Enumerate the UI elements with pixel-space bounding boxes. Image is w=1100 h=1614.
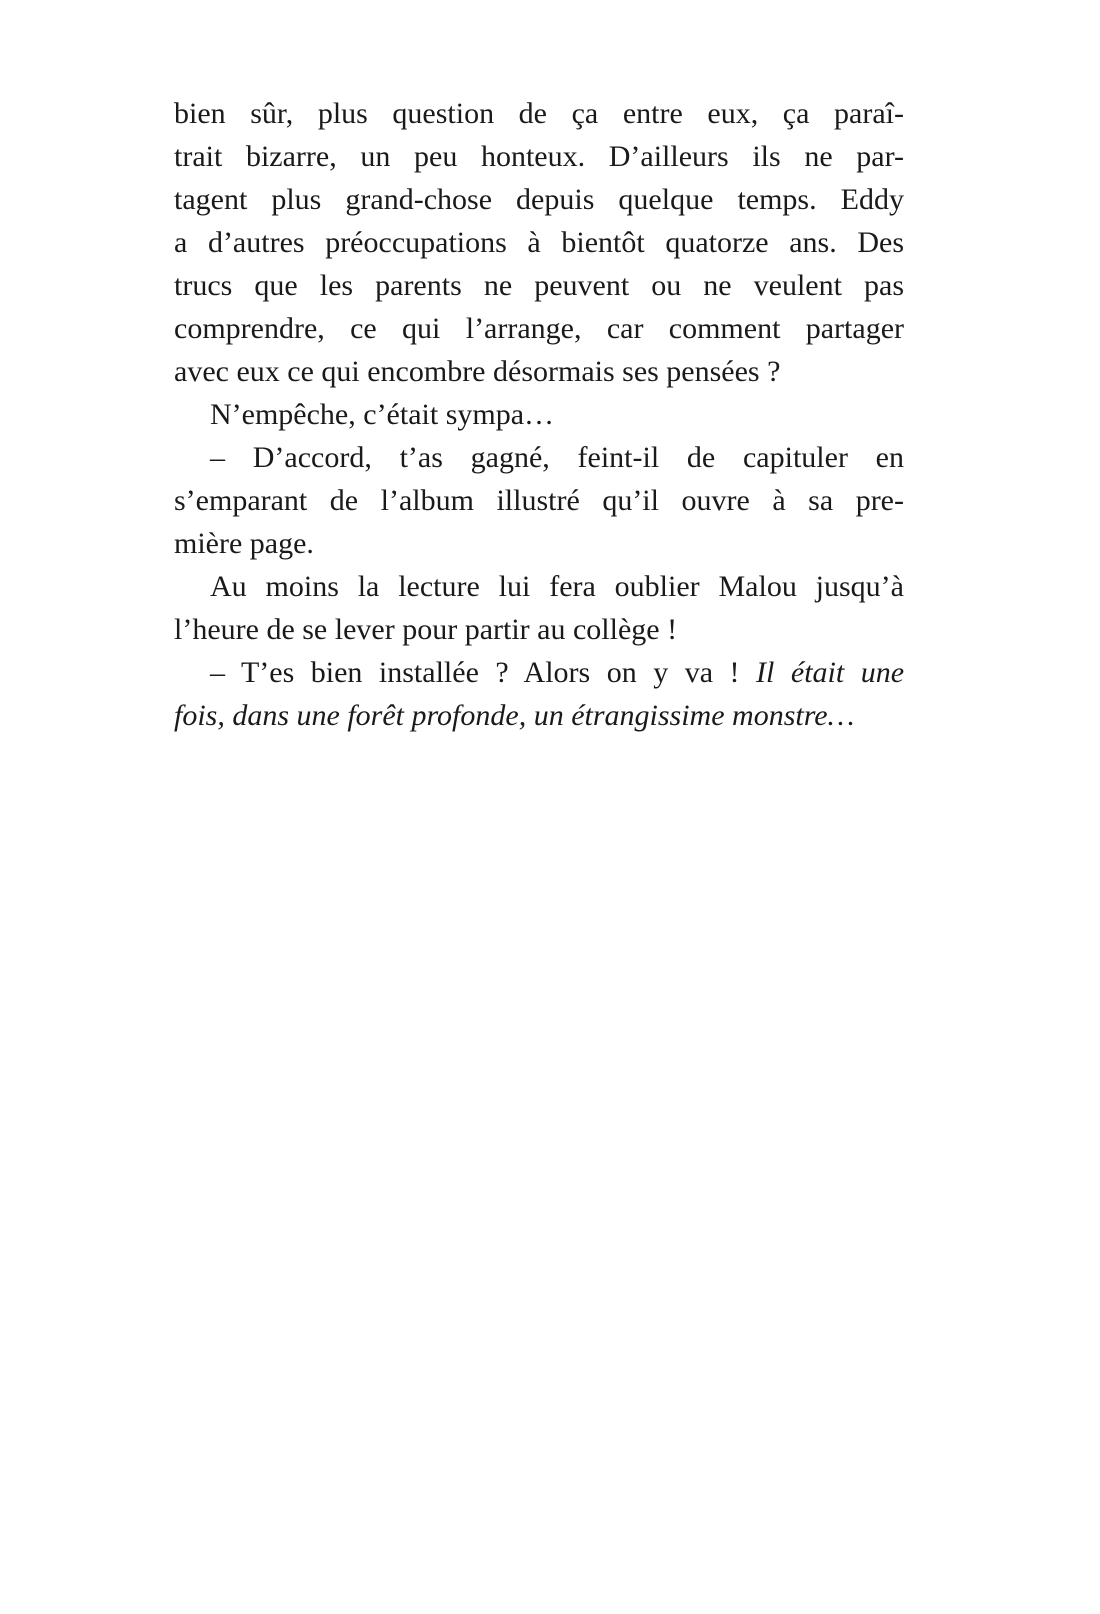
body-text xyxy=(174,92,904,737)
story-opening-line: fois, dans une forêt profonde, un étrangissime monstre… xyxy=(174,699,855,732)
text-line: a d’autres préoccupations à bientôt quatorze ans. Des xyxy=(174,226,904,259)
text-line: trucs que les parents ne peuvent ou ne veulent pas xyxy=(174,269,904,302)
text-line: Au moins la lecture lui fera oublier Malou jusqu’à xyxy=(210,570,904,603)
text-line: l’heure de se lever pour partir au collège ! xyxy=(174,613,678,646)
story-opening-text: Il était une xyxy=(756,656,905,689)
dialogue-text: – T’es bien installée ? Alors on y va ! xyxy=(210,656,740,689)
text-line: N’empêche, c’était sympa… xyxy=(210,398,555,431)
text-line: tagent plus grand-chose depuis quelque temps. Eddy xyxy=(174,183,904,216)
text-line: avec eux ce qui encombre désormais ses pensées ? xyxy=(174,355,781,388)
text-line: bien sûr, plus question de ça entre eux, ça paraî- xyxy=(174,97,904,130)
text-line: mière page. xyxy=(174,527,314,560)
text-line: s’emparant de l’album illustré qu’il ouvre à sa pre- xyxy=(174,484,904,517)
dialogue-line xyxy=(174,651,904,694)
text-line: trait bizarre, un peu honteux. D’ailleurs ils ne par- xyxy=(174,140,904,173)
dialogue-line: – D’accord, t’as gagné, feint-il de capituler en xyxy=(210,441,904,474)
text-line: comprendre, ce qui l’arrange, car comment partager xyxy=(174,312,904,345)
